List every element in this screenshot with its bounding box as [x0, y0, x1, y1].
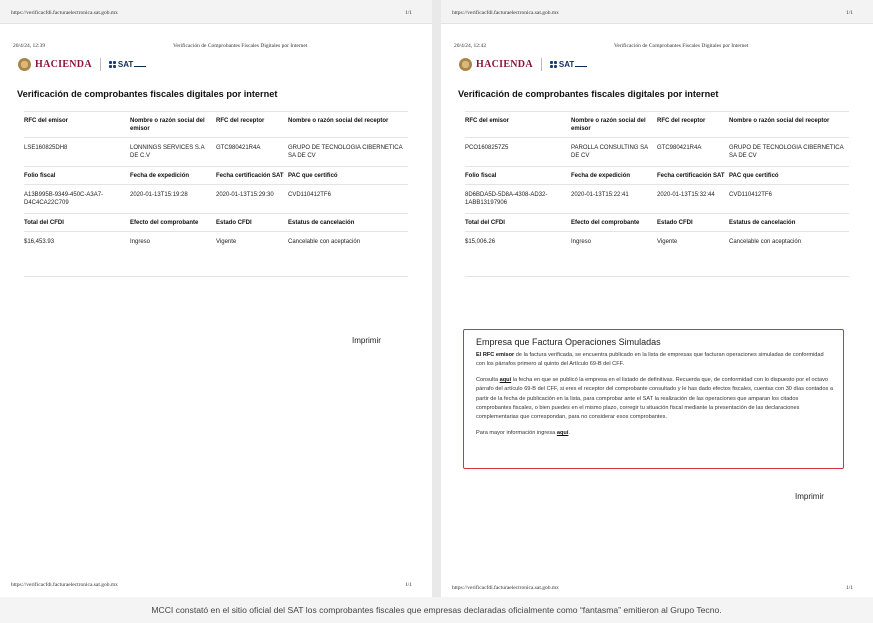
table-cell: Cancelable con aceptación — [729, 239, 802, 245]
table-header-cell: Estatus de cancelación — [288, 220, 355, 226]
table-cell: 2020-01-13T15:19:28 — [130, 192, 188, 198]
table-cell: PCO1608257Z5 — [465, 145, 509, 151]
print-button[interactable]: Imprimir — [795, 492, 824, 501]
table-row — [24, 231, 408, 252]
table-header-cell: Estatus de cancelación — [729, 220, 796, 226]
table-header-cell: Total del CFDI — [465, 220, 505, 226]
table-cell: Ingreso — [130, 239, 151, 245]
print-footer-page: 1/1 — [404, 582, 412, 588]
hacienda-wordmark: HACIENDA — [476, 58, 533, 70]
verification-table — [24, 111, 408, 277]
table-row — [465, 184, 849, 213]
warning-p3-end: . — [568, 429, 570, 436]
hacienda-logo — [459, 58, 533, 71]
print-footer-page: 1/1 — [845, 585, 853, 591]
print-footer-url: https://verificacfdi.facturaelectronica.sat.gob.mx — [452, 585, 559, 591]
table-cell: PAROLLA CONSULTING SA DE CV — [571, 145, 648, 159]
table-cell: GTC980421R4A — [657, 145, 702, 151]
table-header-cell: Efecto del comprobante — [571, 220, 640, 226]
consult-here-link[interactable]: aquí — [499, 376, 512, 383]
hacienda-wordmark: HACIENDA — [35, 58, 92, 70]
table-cell: A13B995B-9349-450C-A3A7-D4C4CA22C709 — [24, 192, 104, 206]
logo-separator — [541, 58, 542, 71]
table-header-cell: Nombre o razón social del emisor — [130, 118, 205, 132]
table-cell: CVD110412TF6 — [729, 192, 772, 198]
table-header-row — [465, 166, 849, 184]
verification-table — [465, 111, 849, 277]
print-header-url: https://verificacfdi.facturaelectronica.sat.gob.mx — [452, 10, 559, 16]
print-footer-url: https://verificacfdi.facturaelectronica.sat.gob.mx — [11, 582, 118, 588]
table-header-cell: Total del CFDI — [24, 220, 64, 226]
table-bottom-rule — [465, 276, 849, 277]
print-button[interactable]: Imprimir — [352, 336, 381, 345]
table-header-row — [24, 213, 408, 231]
sat-logo — [550, 60, 587, 69]
printed-page-left — [0, 0, 432, 597]
table-row — [465, 137, 849, 166]
logo-strip — [18, 56, 146, 72]
warning-p3-start: Para mayor información ingresa — [476, 429, 557, 436]
table-header-cell: Nombre o razón social del emisor — [571, 118, 646, 132]
logo-strip — [459, 56, 587, 72]
table-row — [465, 231, 849, 252]
print-header-url: https://verificacfdi.facturaelectronica.sat.gob.mx — [11, 10, 118, 16]
warning-rfc-emisor: El RFC emisor — [476, 352, 515, 358]
table-cell: LONNINGS SERVICES S.A DE C.V — [130, 145, 205, 159]
table-header-cell: PAC que certificó — [729, 173, 779, 179]
table-cell: 8D6BDA5D-5D8A-4308-AD32-1ABB13197906 — [465, 192, 548, 206]
warning-p2-start: Consulta — [476, 376, 500, 383]
table-cell: Ingreso — [571, 239, 592, 245]
page-title: Verificación de comprobantes fiscales digitales por internet — [458, 89, 719, 99]
sat-wordmark: SAT — [558, 59, 575, 69]
table-header-cell: Folio fiscal — [24, 173, 56, 179]
hacienda-seal-icon — [459, 58, 472, 71]
table-cell: GRUPO DE TECNOLOGIA CIBERNETICA SA DE CV — [729, 145, 844, 159]
table-header-cell: PAC que certificó — [288, 173, 338, 179]
print-doc-title: Verificación de Comprobantes Fiscales Digitales por Internet — [173, 43, 308, 49]
hacienda-seal-icon — [18, 58, 31, 71]
table-cell: Vigente — [216, 239, 237, 245]
table-cell: $16,453.93 — [24, 239, 55, 245]
warning-paragraph-1 — [476, 351, 833, 370]
printed-page-right — [441, 0, 873, 597]
warning-paragraph-2 — [476, 376, 833, 423]
print-timestamp: 20/4/24, 12:39 — [13, 43, 46, 49]
table-header-row — [24, 111, 408, 137]
table-header-row — [24, 166, 408, 184]
table-cell: Vigente — [657, 239, 678, 245]
table-row — [24, 184, 408, 213]
table-header-cell: Fecha certificación SAT — [216, 173, 284, 179]
table-header-cell: Efecto del comprobante — [130, 220, 199, 226]
table-header-cell: Nombre o razón social del receptor — [288, 118, 389, 124]
table-cell: GTC980421R4A — [216, 145, 261, 151]
table-header-cell: Estado CFDI — [216, 220, 252, 226]
image-caption: MCCI constató en el sitio oficial del SAT los comprobantes fiscales que empresas declaradas oficialmente como “fantasma” emitieron al Grupo Tecno. — [0, 597, 873, 623]
table-header-cell: RFC del receptor — [657, 118, 706, 124]
warning-p2-text: la fecha en que se publicó la empresa en el listado de definitivas. Recuerda que, de conformidad con lo dispuesto por el octavo párrafo del artículo 69-B del CFF, si eres el receptor del comprobante consultado y le has dado efectos fiscales, cuentas con 30 días contados a partir de la fecha de publicación en la lista, para comprobar ante el SAT la realización de las operaciones que amparan los citados comprobantes fiscales, o bien puedes en el mismo plazo, corregir tu situación fiscal mediante la presentación de las declaraciones complementarias que correspondan, para no considerar esos comprobantes. — [476, 376, 833, 421]
table-cell: Cancelable con aceptación — [288, 239, 361, 245]
print-timestamp: 20/4/24, 12:42 — [454, 43, 487, 49]
simulated-operations-warning — [463, 329, 844, 469]
table-cell: 2020-01-13T15:29:30 — [216, 192, 274, 198]
print-header-page: 1/1 — [845, 10, 853, 16]
print-header — [0, 0, 432, 24]
page-gap — [432, 0, 441, 597]
page-title: Verificación de comprobantes fiscales digitales por internet — [17, 89, 278, 99]
table-cell: 2020-01-13T15:22:41 — [571, 192, 629, 198]
table-header-cell: Fecha de expedición — [130, 173, 190, 179]
print-doc-title: Verificación de Comprobantes Fiscales Digitales por Internet — [614, 43, 749, 49]
table-header-cell: RFC del receptor — [216, 118, 265, 124]
warning-title: Empresa que Factura Operaciones Simuladas — [476, 337, 661, 347]
sat-logo — [109, 60, 146, 69]
table-header-cell: Folio fiscal — [465, 173, 497, 179]
table-header-cell: RFC del emisor — [465, 118, 510, 124]
table-header-cell: RFC del emisor — [24, 118, 69, 124]
table-cell: LSE160825DH8 — [24, 145, 68, 151]
table-row — [24, 137, 408, 166]
table-header-cell: Nombre o razón social del receptor — [729, 118, 830, 124]
table-cell: GRUPO DE TECNOLOGIA CIBERNETICA SA DE CV — [288, 145, 403, 159]
sat-mark-icon — [109, 61, 116, 68]
table-header-row — [465, 213, 849, 231]
table-header-row — [465, 111, 849, 137]
table-cell: $15,006.26 — [465, 239, 496, 245]
print-header — [441, 0, 873, 24]
table-header-cell: Fecha certificación SAT — [657, 173, 725, 179]
hacienda-logo — [18, 58, 92, 71]
table-cell: CVD110412TF6 — [288, 192, 331, 198]
table-header-cell: Fecha de expedición — [571, 173, 631, 179]
sat-wordmark: SAT — [117, 59, 134, 69]
table-bottom-rule — [24, 276, 408, 277]
table-header-cell: Estado CFDI — [657, 220, 693, 226]
table-cell: 2020-01-13T15:32:44 — [657, 192, 715, 198]
warning-p1-text: de la factura verificada, se encuentra publicado en la lista de empresas que facturan operaciones simuladas de conformidad con los párrafos primero al quinto del Artículo 69-B del CFF. — [476, 352, 824, 368]
more-info-link[interactable]: aquí — [556, 429, 569, 436]
logo-separator — [100, 58, 101, 71]
print-header-page: 1/1 — [404, 10, 412, 16]
sat-mark-icon — [550, 61, 557, 68]
warning-paragraph-3 — [476, 429, 833, 438]
